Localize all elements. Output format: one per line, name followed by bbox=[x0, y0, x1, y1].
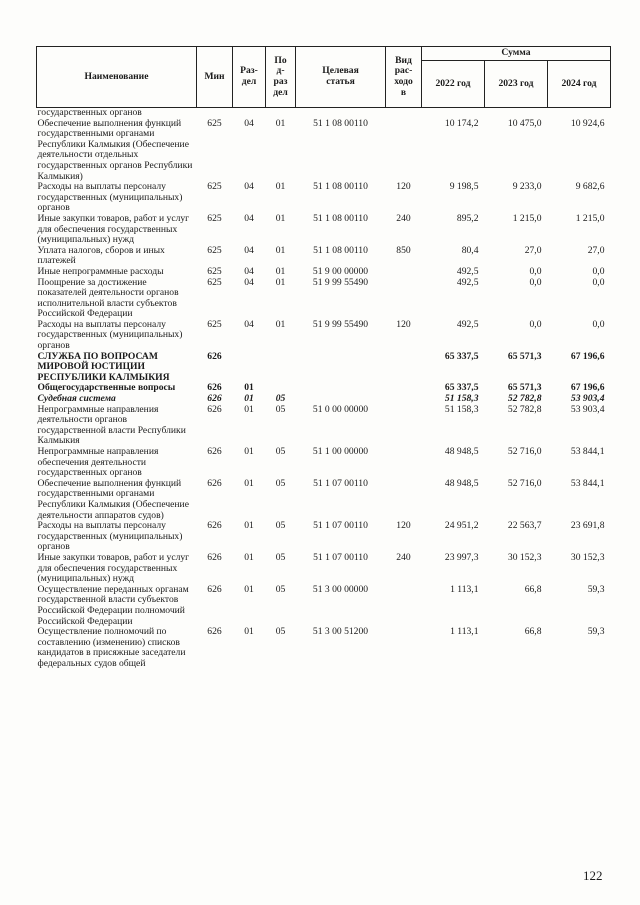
row-sum-2024: 53 844,1 bbox=[570, 446, 605, 457]
row-sum-2024: 23 691,8 bbox=[570, 520, 605, 532]
row-podrazdel: 05 bbox=[275, 551, 286, 563]
header-summa: Сумма bbox=[422, 47, 611, 61]
table-row bbox=[37, 267, 611, 278]
row-min: 626 bbox=[207, 626, 222, 638]
row-sum-2023: 52 782,8 bbox=[507, 393, 542, 405]
row-podrazdel: 01 bbox=[275, 244, 286, 256]
row-razdel: 01 bbox=[244, 477, 254, 489]
row-sum-2022: 65 337,5 bbox=[444, 350, 479, 362]
row-podrazdel: 05 bbox=[275, 393, 286, 405]
table-row bbox=[37, 320, 611, 352]
row-name: государственных органов bbox=[37, 107, 142, 118]
header-year-2024: 2024 год bbox=[548, 61, 611, 108]
row-sum-2023: 52 782,8 bbox=[507, 403, 542, 415]
header-name: Наименование bbox=[37, 47, 197, 108]
table-row bbox=[37, 108, 611, 119]
row-name: Расходы на выплаты персоналу государственных (муниципальных) органов bbox=[37, 181, 183, 214]
row-sum-2023: 65 571,3 bbox=[507, 350, 542, 362]
row-podrazdel: 05 bbox=[275, 403, 286, 415]
row-name: Непрограммные направления обеспечения деятельности государственных органов bbox=[37, 446, 159, 479]
row-sum-2022: 23 997,3 bbox=[444, 551, 479, 563]
row-celevaya-statya: 51 0 00 00000 bbox=[312, 403, 369, 415]
row-sum-2022: 9 198,5 bbox=[449, 181, 479, 193]
row-razdel: 04 bbox=[244, 117, 254, 129]
table-row bbox=[37, 278, 611, 320]
row-razdel: 01 bbox=[244, 382, 254, 394]
row-sum-2024: 10 924,6 bbox=[570, 117, 605, 129]
row-sum-2024: 53 844,1 bbox=[570, 477, 605, 489]
row-min: 626 bbox=[207, 583, 222, 595]
row-min: 625 bbox=[207, 276, 222, 288]
row-podrazdel: 05 bbox=[275, 520, 286, 532]
row-sum-2023: 0,0 bbox=[529, 276, 542, 288]
row-sum-2023: 52 716,0 bbox=[507, 446, 542, 457]
row-sum-2023: 52 716,0 bbox=[507, 477, 542, 489]
row-vid-rashodov bbox=[386, 394, 422, 405]
row-min: 625 bbox=[207, 212, 222, 224]
row-podrazdel: 05 bbox=[275, 446, 286, 457]
row-sum-2022: 492,5 bbox=[456, 318, 479, 330]
row-razdel bbox=[233, 352, 266, 384]
table-row bbox=[37, 246, 611, 267]
row-razdel: 04 bbox=[244, 181, 254, 193]
row-vid-rashodov: 240 bbox=[396, 551, 411, 563]
row-sum-2024: 0,0 bbox=[592, 265, 605, 277]
table-row bbox=[37, 553, 611, 585]
row-sum-2023: 10 475,0 bbox=[507, 117, 542, 129]
row-vid-rashodov bbox=[386, 479, 422, 521]
row-podrazdel: 01 bbox=[275, 265, 286, 277]
table-header bbox=[37, 47, 611, 108]
row-name: Судебная система bbox=[37, 393, 116, 405]
row-vid-rashodov: 850 bbox=[396, 244, 411, 256]
row-sum-2024: 27,0 bbox=[587, 244, 605, 256]
row-min: 626 bbox=[207, 477, 222, 489]
row-name: Поощрение за достижение показателей деятельности органов исполнительной власти субъектов Российской Федерации bbox=[37, 276, 179, 320]
row-sum-2023: 66,8 bbox=[524, 626, 542, 638]
row-celevaya-statya bbox=[296, 383, 386, 394]
row-vid-rashodov bbox=[386, 278, 422, 320]
row-sum-2024: 53 903,4 bbox=[570, 393, 605, 405]
row-sum-2024: 9 682,6 bbox=[575, 181, 605, 193]
row-sum-2024: 59,3 bbox=[587, 583, 605, 595]
row-name: Иные непрограммные расходы bbox=[37, 265, 164, 277]
table-row bbox=[37, 119, 611, 183]
row-min: 626 bbox=[207, 403, 222, 415]
budget-table bbox=[36, 46, 611, 669]
row-razdel: 01 bbox=[244, 393, 254, 405]
row-sum-2024: 53 903,4 bbox=[570, 403, 605, 415]
row-sum-2022 bbox=[422, 108, 485, 119]
row-celevaya-statya: 51 3 00 00000 bbox=[312, 583, 369, 595]
table-row bbox=[37, 479, 611, 521]
row-razdel: 01 bbox=[244, 520, 254, 532]
row-sum-2022: 1 113,1 bbox=[450, 626, 479, 638]
table-row bbox=[37, 585, 611, 627]
row-razdel bbox=[233, 108, 266, 119]
row-vid-rashodov bbox=[386, 447, 422, 479]
table-row bbox=[37, 405, 611, 447]
row-celevaya-statya: 51 1 08 00110 bbox=[313, 181, 368, 193]
row-sum-2024: 67 196,6 bbox=[570, 350, 605, 362]
row-sum-2023: 65 571,3 bbox=[507, 382, 542, 394]
table-row bbox=[37, 521, 611, 553]
row-podrazdel bbox=[266, 108, 296, 119]
header-min: Мин bbox=[197, 47, 233, 108]
row-sum-2022: 48 948,5 bbox=[444, 446, 479, 457]
header-podrazdel: По д- раз дел bbox=[266, 47, 296, 108]
row-podrazdel: 01 bbox=[275, 117, 286, 129]
row-celevaya-statya: 51 9 00 00000 bbox=[312, 265, 369, 277]
header-celevaya-statya: Целевая статья bbox=[296, 47, 386, 108]
row-min: 626 bbox=[207, 551, 222, 563]
table-row bbox=[37, 627, 611, 669]
row-sum-2023: 0,0 bbox=[529, 318, 542, 330]
row-podrazdel: 01 bbox=[275, 181, 286, 193]
row-min bbox=[197, 108, 233, 119]
row-podrazdel: 01 bbox=[275, 276, 286, 288]
row-sum-2024: 30 152,3 bbox=[570, 551, 605, 563]
row-celevaya-statya: 51 1 07 00110 bbox=[313, 477, 368, 489]
header-razdel: Раз- дел bbox=[233, 47, 266, 108]
row-podrazdel: 01 bbox=[275, 212, 286, 224]
row-celevaya-statya: 51 9 99 55490 bbox=[312, 276, 369, 288]
row-vid-rashodov bbox=[386, 627, 422, 669]
row-name: Непрограммные направления деятельности органов государственной власти Республики Калмыкия bbox=[37, 403, 186, 447]
row-vid-rashodov: 120 bbox=[396, 181, 411, 193]
row-min: 625 bbox=[207, 244, 222, 256]
row-sum-2022: 895,2 bbox=[456, 212, 479, 224]
row-name: Уплата налогов, сборов и иных платежей bbox=[37, 244, 165, 267]
row-sum-2022: 1 113,1 bbox=[450, 583, 479, 595]
row-sum-2024: 59,3 bbox=[587, 626, 605, 638]
row-razdel: 01 bbox=[244, 446, 254, 457]
row-sum-2023: 27,0 bbox=[524, 244, 542, 256]
row-vid-rashodov bbox=[386, 585, 422, 627]
row-sum-2023 bbox=[485, 108, 548, 119]
row-name: Иные закупки товаров, работ и услуг для обеспечения государственных (муниципальных) нужд bbox=[37, 551, 190, 585]
header-vid-rashodov: Вид рас- ходо в bbox=[386, 47, 422, 108]
row-sum-2022: 492,5 bbox=[456, 276, 479, 288]
row-celevaya-statya: 51 3 00 51200 bbox=[312, 626, 369, 638]
row-sum-2024: 1 215,0 bbox=[575, 212, 605, 224]
row-sum-2022: 24 951,2 bbox=[444, 520, 479, 532]
row-razdel: 04 bbox=[244, 212, 254, 224]
row-razdel: 04 bbox=[244, 265, 254, 277]
row-celevaya-statya: 51 1 00 00000 bbox=[312, 446, 369, 457]
row-sum-2023: 30 152,3 bbox=[507, 551, 542, 563]
row-razdel: 01 bbox=[244, 583, 254, 595]
row-celevaya-statya bbox=[296, 108, 386, 119]
row-min: 625 bbox=[207, 181, 222, 193]
row-min: 626 bbox=[207, 520, 222, 532]
row-vid-rashodov: 120 bbox=[396, 318, 411, 330]
budget-table-page bbox=[36, 46, 610, 669]
row-razdel: 04 bbox=[244, 276, 254, 288]
row-vid-rashodov bbox=[386, 383, 422, 394]
row-sum-2024 bbox=[548, 108, 611, 119]
row-sum-2024: 0,0 bbox=[592, 276, 605, 288]
row-sum-2022: 80,4 bbox=[461, 244, 479, 256]
row-celevaya-statya: 51 1 07 00110 bbox=[313, 551, 368, 563]
row-podrazdel: 01 bbox=[275, 318, 286, 330]
row-vid-rashodov bbox=[386, 405, 422, 447]
row-sum-2022: 10 174,2 bbox=[444, 117, 479, 129]
row-min: 625 bbox=[207, 318, 222, 330]
row-min: 625 bbox=[207, 117, 222, 129]
row-podrazdel: 05 bbox=[275, 583, 286, 595]
row-vid-rashodov: 240 bbox=[396, 212, 411, 224]
row-min: 626 bbox=[207, 382, 222, 394]
row-celevaya-statya: 51 1 08 00110 bbox=[313, 212, 368, 224]
row-sum-2023: 1 215,0 bbox=[512, 212, 542, 224]
row-razdel: 01 bbox=[244, 626, 254, 638]
row-vid-rashodov bbox=[386, 119, 422, 183]
table-row bbox=[37, 352, 611, 384]
row-celevaya-statya: 51 1 08 00110 bbox=[313, 244, 368, 256]
table-row bbox=[37, 182, 611, 214]
table-row bbox=[37, 447, 611, 479]
row-celevaya-statya bbox=[296, 352, 386, 384]
row-podrazdel bbox=[266, 352, 296, 384]
row-name: Расходы на выплаты персоналу государственных (муниципальных) органов bbox=[37, 318, 183, 352]
row-min: 626 bbox=[207, 446, 222, 457]
header-year-2023: 2023 год bbox=[485, 61, 548, 108]
row-name: Общегосударственные вопросы bbox=[37, 382, 176, 394]
row-sum-2023: 22 563,7 bbox=[507, 520, 542, 532]
row-razdel: 04 bbox=[244, 244, 254, 256]
page-number: 122 bbox=[583, 868, 603, 883]
row-name: Иные закупки товаров, работ и услуг для обеспечения государственных (муниципальных) нужд bbox=[37, 212, 190, 246]
row-celevaya-statya: 51 1 07 00110 bbox=[313, 520, 368, 532]
row-sum-2022: 51 158,3 bbox=[444, 403, 479, 415]
row-sum-2022: 51 158,3 bbox=[444, 393, 479, 405]
row-podrazdel: 05 bbox=[275, 626, 286, 638]
row-name: СЛУЖБА ПО ВОПРОСАМ МИРОВОЙ ЮСТИЦИИ РЕСПУБЛИКИ КАЛМЫКИЯ bbox=[37, 350, 170, 383]
row-razdel: 01 bbox=[244, 403, 254, 415]
row-vid-rashodov: 120 bbox=[396, 520, 411, 532]
row-sum-2023: 66,8 bbox=[524, 583, 542, 595]
row-name: Обеспечение выполнения функций государственными органами Республики Калмыкия (Обеспечение деятельности аппаратов судов) bbox=[37, 477, 189, 521]
row-razdel: 04 bbox=[244, 318, 254, 330]
row-name: Осуществление полномочий по составлению (изменению) списков кандидатов в присяжные заседатели федеральных судов общей bbox=[37, 626, 186, 669]
row-min: 626 bbox=[207, 393, 222, 405]
row-name: Расходы на выплаты персоналу государственных (муниципальных) органов bbox=[37, 520, 183, 553]
row-name: Обеспечение выполнения функций государственными органами Республики Калмыкия (Обеспечение деятельности отдельных государственных органов Республики Калмыкия) bbox=[37, 117, 193, 182]
row-sum-2022: 48 948,5 bbox=[444, 477, 479, 489]
row-vid-rashodov bbox=[386, 267, 422, 278]
row-vid-rashodov bbox=[386, 108, 422, 119]
table-body bbox=[37, 108, 611, 670]
row-sum-2022: 65 337,5 bbox=[444, 382, 479, 394]
table-row bbox=[37, 214, 611, 246]
row-sum-2024: 67 196,6 bbox=[570, 382, 605, 394]
row-vid-rashodov bbox=[386, 352, 422, 384]
row-sum-2023: 0,0 bbox=[529, 265, 542, 277]
row-sum-2023: 9 233,0 bbox=[512, 181, 542, 193]
header-year-2022: 2022 год bbox=[422, 61, 485, 108]
row-celevaya-statya: 51 9 99 55490 bbox=[312, 318, 369, 330]
row-min: 626 bbox=[207, 350, 222, 362]
row-sum-2022: 492,5 bbox=[456, 265, 479, 277]
row-razdel: 01 bbox=[244, 551, 254, 563]
row-celevaya-statya: 51 1 08 00110 bbox=[313, 117, 368, 129]
row-sum-2024: 0,0 bbox=[592, 318, 605, 330]
row-min: 625 bbox=[207, 265, 222, 277]
row-name: Осуществление переданных органам государственной власти субъектов Российской Федерации полномочий Российской Федерации bbox=[37, 583, 189, 627]
row-podrazdel: 05 bbox=[275, 477, 286, 489]
